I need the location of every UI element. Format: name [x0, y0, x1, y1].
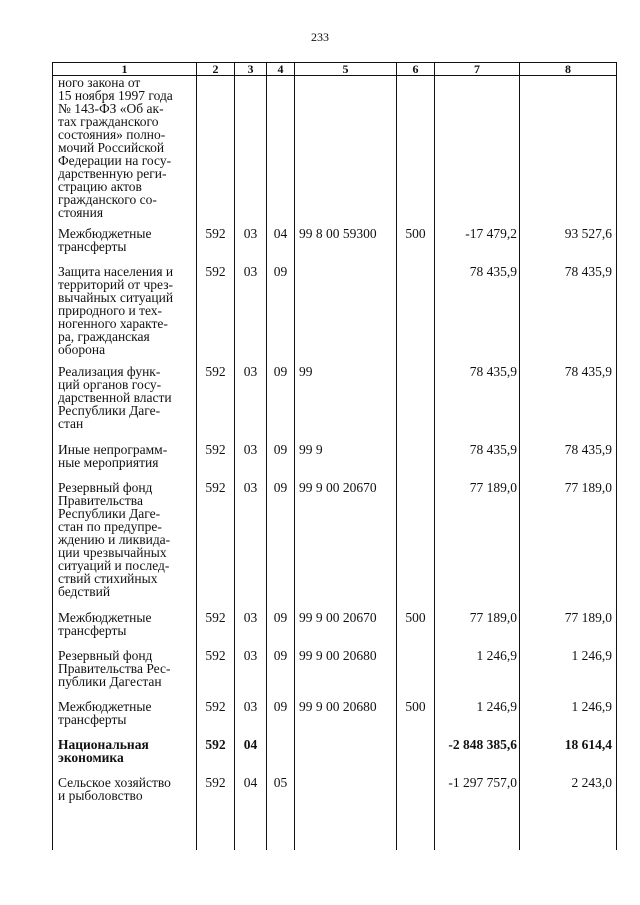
table-row: [53, 611, 617, 649]
row-name-line: Межбюджетные: [58, 226, 152, 241]
table-row: [53, 265, 617, 365]
row-name-line: ции чрезвычайных: [58, 544, 167, 560]
row-name-line: Межбюджетные: [58, 699, 152, 714]
target-article-cell: [295, 76, 397, 227]
expense-type-cell: [397, 76, 435, 227]
ministry-code-cell: 592: [197, 738, 235, 776]
ministry-code-cell: 592: [197, 776, 235, 850]
section-code-cell: 03: [235, 365, 267, 443]
ministry-code-cell: 592: [197, 481, 235, 611]
row-name-cell: [53, 481, 197, 611]
target-article-cell: 99 9 00 20670: [295, 611, 397, 649]
table-header-row: [53, 63, 617, 76]
expense-type-cell: [397, 365, 435, 443]
ministry-code-cell: 592: [197, 700, 235, 738]
row-name-line: дарственной власти: [58, 389, 172, 405]
total-amount-cell: 77 189,0: [520, 481, 617, 611]
change-amount-cell: -1 297 757,0: [435, 776, 520, 850]
row-name-line: Сельское хозяйство: [58, 775, 171, 790]
change-amount-cell: 1 246,9: [435, 700, 520, 738]
row-name-cell: [53, 76, 197, 227]
row-name-cell: [53, 738, 197, 776]
column-header: 5: [295, 63, 397, 76]
table-row: [53, 365, 617, 443]
subsection-code-cell: 09: [267, 443, 295, 481]
ministry-code-cell: 592: [197, 227, 235, 265]
section-code-cell: [235, 76, 267, 227]
target-article-cell: 99 9 00 20680: [295, 649, 397, 700]
row-name-line: стан по предупре-: [58, 518, 162, 534]
row-name-line: Резервный фонд: [58, 480, 153, 495]
row-name-cell: [53, 700, 197, 738]
row-name-line: публики Дагестан: [58, 673, 162, 689]
row-name-line: Федерации на госу-: [58, 153, 172, 168]
subsection-code-cell: 05: [267, 776, 295, 850]
table-row: [53, 649, 617, 700]
row-name-line: и рыболовство: [58, 787, 143, 803]
subsection-code-cell: 09: [267, 265, 295, 365]
row-name-line: трансферты: [58, 238, 127, 254]
row-name-line: состояния» полно-: [58, 127, 166, 142]
target-article-cell: [295, 776, 397, 850]
budget-table: [52, 62, 617, 850]
row-name-line: бедствий: [58, 583, 111, 599]
expense-type-cell: [397, 776, 435, 850]
section-code-cell: 04: [235, 738, 267, 776]
row-name-line: трансферты: [58, 711, 127, 727]
column-header: 7: [435, 63, 520, 76]
subsection-code-cell: 09: [267, 649, 295, 700]
target-article-cell: [295, 265, 397, 365]
target-article-cell: 99: [295, 365, 397, 443]
target-article-cell: 99 9: [295, 443, 397, 481]
row-name-line: ные мероприятия: [58, 454, 159, 470]
column-header: 6: [397, 63, 435, 76]
ministry-code-cell: 592: [197, 265, 235, 365]
table-row: [53, 227, 617, 265]
row-name-cell: [53, 265, 197, 365]
row-name-line: Республики Даге-: [58, 505, 161, 521]
expense-type-cell: [397, 443, 435, 481]
section-code-cell: 03: [235, 700, 267, 738]
row-name-line: ногенного характе-: [58, 315, 168, 331]
total-amount-cell: 78 435,9: [520, 265, 617, 365]
target-article-cell: 99 8 00 59300: [295, 227, 397, 265]
subsection-code-cell: 09: [267, 365, 295, 443]
ministry-code-cell: [197, 76, 235, 227]
row-name-cell: [53, 227, 197, 265]
table-row: [53, 481, 617, 611]
table-row: [53, 443, 617, 481]
row-name-line: вычайных ситуаций: [58, 289, 174, 305]
expense-type-cell: [397, 481, 435, 611]
total-amount-cell: 77 189,0: [520, 611, 617, 649]
row-name-line: страцию актов: [58, 179, 142, 194]
change-amount-cell: -2 848 385,6: [435, 738, 520, 776]
change-amount-cell: [435, 76, 520, 227]
total-amount-cell: 78 435,9: [520, 443, 617, 481]
ministry-code-cell: 592: [197, 443, 235, 481]
section-code-cell: 04: [235, 776, 267, 850]
row-name-line: трансферты: [58, 622, 127, 638]
row-name-line: № 143-ФЗ «Об ак-: [58, 101, 164, 116]
row-name-line: Резервный фонд: [58, 648, 153, 663]
column-header: 8: [520, 63, 617, 76]
change-amount-cell: -17 479,2: [435, 227, 520, 265]
column-header: 4: [267, 63, 295, 76]
total-amount-cell: 2 243,0: [520, 776, 617, 850]
total-amount-cell: 1 246,9: [520, 649, 617, 700]
row-name-line: ситуаций и послед-: [58, 557, 170, 573]
total-amount-cell: 78 435,9: [520, 365, 617, 443]
row-name-line: Иные непрограмм-: [58, 442, 168, 457]
row-name-line: экономика: [58, 749, 124, 765]
row-name-line: оборона: [58, 341, 106, 357]
row-name-line: ций органов госу-: [58, 376, 162, 392]
expense-type-cell: [397, 265, 435, 365]
row-name-line: территорий от чрез-: [58, 276, 174, 292]
row-name-line: Республики Даге-: [58, 402, 161, 418]
change-amount-cell: 78 435,9: [435, 365, 520, 443]
column-header: 2: [197, 63, 235, 76]
row-name-line: ного закона от: [58, 75, 141, 90]
expense-type-cell: 500: [397, 700, 435, 738]
total-amount-cell: 1 246,9: [520, 700, 617, 738]
row-name-line: Национальная: [58, 737, 149, 752]
row-name-line: дарственную реги-: [58, 166, 167, 181]
subsection-code-cell: 04: [267, 227, 295, 265]
section-code-cell: 03: [235, 443, 267, 481]
subsection-code-cell: [267, 76, 295, 227]
section-code-cell: 03: [235, 611, 267, 649]
row-name-cell: [53, 365, 197, 443]
row-name-line: мочий Российской: [58, 140, 165, 155]
row-name-line: ра, гражданская: [58, 328, 150, 344]
total-amount-cell: [520, 76, 617, 227]
table-row: [53, 738, 617, 776]
row-name-line: гражданского со-: [58, 192, 157, 207]
table-row: [53, 700, 617, 738]
target-article-cell: 99 9 00 20680: [295, 700, 397, 738]
subsection-code-cell: 09: [267, 481, 295, 611]
row-name-line: 15 ноября 1997 года: [58, 88, 173, 103]
subsection-code-cell: 09: [267, 611, 295, 649]
ministry-code-cell: 592: [197, 649, 235, 700]
row-name-line: природного и тех-: [58, 302, 163, 318]
ministry-code-cell: 592: [197, 365, 235, 443]
row-name-cell: [53, 649, 197, 700]
section-code-cell: 03: [235, 227, 267, 265]
column-header: 1: [53, 63, 197, 76]
column-header: 3: [235, 63, 267, 76]
table-row: [53, 776, 617, 850]
row-name-cell: [53, 611, 197, 649]
section-code-cell: 03: [235, 649, 267, 700]
total-amount-cell: 93 527,6: [520, 227, 617, 265]
change-amount-cell: 77 189,0: [435, 481, 520, 611]
total-amount-cell: 18 614,4: [520, 738, 617, 776]
change-amount-cell: 1 246,9: [435, 649, 520, 700]
row-name-line: Правительства Рес-: [58, 660, 171, 676]
table-body: [53, 76, 617, 850]
row-name-line: ствий стихийных: [58, 570, 158, 586]
target-article-cell: [295, 738, 397, 776]
row-name-line: Реализация функ-: [58, 364, 161, 379]
ministry-code-cell: 592: [197, 611, 235, 649]
row-name-line: стан: [58, 415, 84, 431]
change-amount-cell: 78 435,9: [435, 265, 520, 365]
subsection-code-cell: [267, 738, 295, 776]
row-name-line: Защита населения и: [58, 264, 174, 279]
budget-table-container: [52, 62, 616, 848]
row-name-cell: [53, 776, 197, 850]
section-code-cell: 03: [235, 481, 267, 611]
expense-type-cell: 500: [397, 227, 435, 265]
change-amount-cell: 78 435,9: [435, 443, 520, 481]
change-amount-cell: 77 189,0: [435, 611, 520, 649]
row-name-line: стояния: [58, 205, 104, 220]
row-name-line: тах гражданского: [58, 114, 159, 129]
row-name-line: Правительства: [58, 492, 143, 508]
page-number: 233: [311, 30, 329, 44]
expense-type-cell: [397, 738, 435, 776]
expense-type-cell: 500: [397, 611, 435, 649]
section-code-cell: 03: [235, 265, 267, 365]
row-name-cell: [53, 443, 197, 481]
target-article-cell: 99 9 00 20670: [295, 481, 397, 611]
expense-type-cell: [397, 649, 435, 700]
row-name-line: Межбюджетные: [58, 610, 152, 625]
table-row: [53, 76, 617, 227]
row-name-line: ждению и ликвида-: [58, 531, 171, 547]
subsection-code-cell: 09: [267, 700, 295, 738]
